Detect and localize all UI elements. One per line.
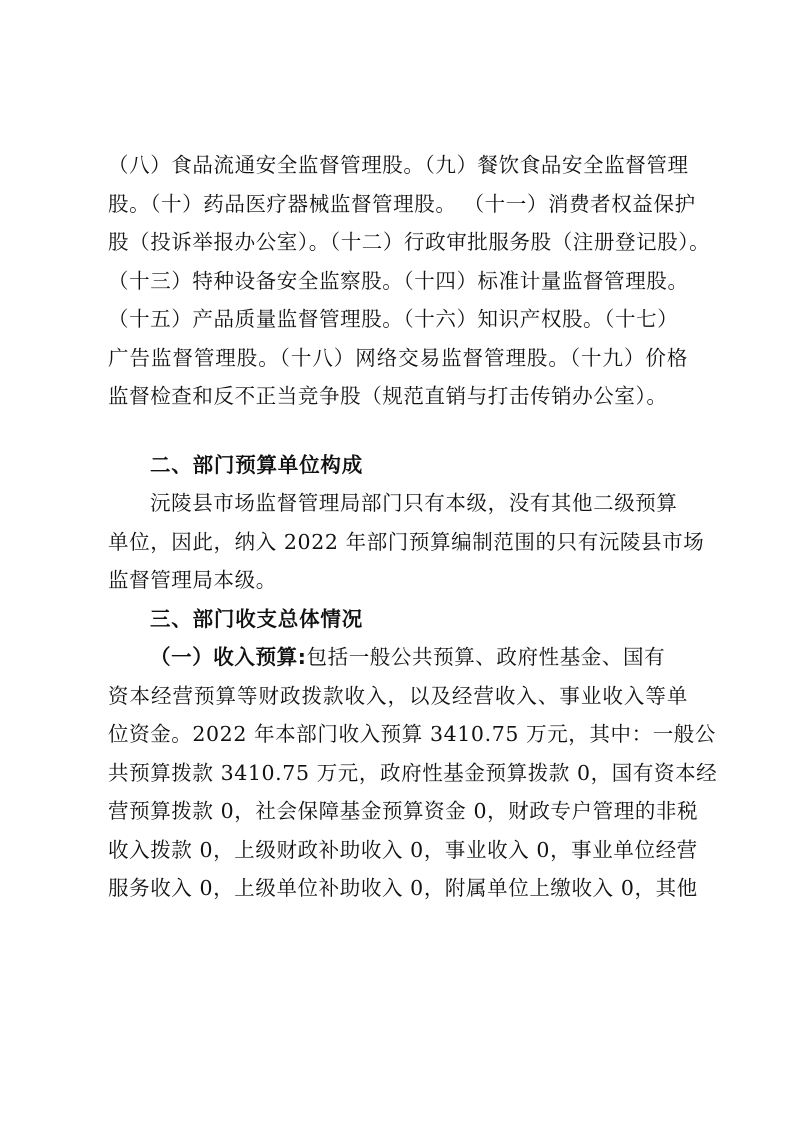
paragraph-line: 监督检查和反不正当竞争股（规范直销与打击传销办公室）。 [108, 384, 668, 408]
paragraph-line: 单位，因此，纳入 2022 年部门预算编制范围的只有沅陵县市场 [108, 529, 705, 554]
paragraph-line: （十三）特种设备安全监察股。（十四）标准计量监督管理股。 [108, 268, 689, 293]
paragraph-line: 股（投诉举报办公室）。（十二）行政审批服务股（注册登记股）。 [108, 230, 711, 254]
section-one-continued [108, 146, 711, 416]
paragraph-line: （十五）产品质量监督管理股。（十六）知识产权股。（十七） [108, 307, 679, 331]
section-heading: 二、部门预算单位构成 [150, 452, 363, 477]
document-page [108, 146, 718, 908]
paragraph-line: 共预算拨款 3410.75 万元，政府性基金预算拨款 0，国有资本经 [108, 760, 718, 785]
income-paragraph-first-line [108, 638, 688, 677]
paragraph-line: 营预算拨款 0，社会保障基金预算资金 0，财政专户管理的非税 [108, 799, 699, 823]
paragraph-line: 股。（十）药品医疗器械监督管理股。 （十一）消费者权益保护 [108, 191, 696, 216]
paragraph-line: 位资金。2022 年本部门收入预算 3410.75 万元，其中：一般公 [108, 722, 716, 746]
paragraph-line: 收入拨款 0，上级财政补助收入 0，事业收入 0，事业单位经营 [108, 837, 698, 862]
income-budget-label: （一）收入预算: [150, 645, 307, 669]
paragraph-line: 沅陵县市场监督管理局部门只有本级，没有其他二级预算 [150, 491, 678, 515]
section-two [108, 446, 705, 600]
section-three [108, 600, 718, 908]
section-heading: 三、部门收支总体情况 [150, 606, 363, 631]
paragraph-line: （八）食品流通安全监督管理股。（九）餐饮食品安全监督管理 [108, 153, 689, 177]
paragraph-line: 资本经营预算等财政拨款收入，以及经营收入、事业收入等单 [108, 683, 688, 708]
paragraph-line: 广告监督管理股。（十八）网络交易监督管理股。（十九）价格 [108, 345, 688, 370]
paragraph-line: 服务收入 0，上级单位补助收入 0，附属单位上缴收入 0，其他 [108, 876, 698, 900]
income-first-line-text: 包括一般公共预算、政府性基金、国有 [306, 645, 666, 669]
paragraph-line: 监督管理局本级。 [108, 568, 277, 592]
section-gap [108, 416, 688, 446]
